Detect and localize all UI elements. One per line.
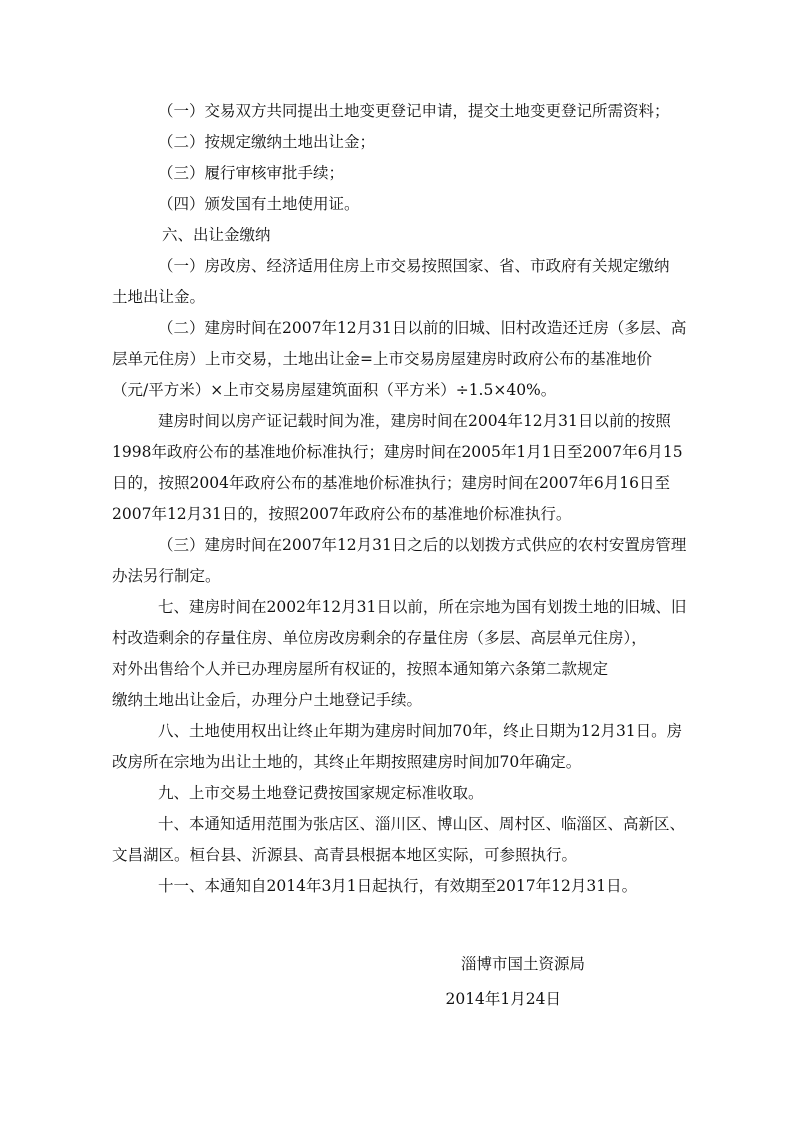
clause-line: 日的，按照2004年政府公布的基准地价标准执行；建房时间在2007年6月16日至 <box>112 474 670 492</box>
section-line: 七、建房时间在2002年12月31日以前，所在宗地为国有划拨土地的旧城、旧 <box>158 598 687 616</box>
clause-line: 对外出售给个人并已办理房屋所有权证的，按照本通知第六条第二款规定 <box>112 660 609 678</box>
section-heading: 六、出让金缴纳 <box>162 226 271 244</box>
clause-line: 村改造剩余的存量住房、单位房改房剩余的存量住房（多层、高层单元住房）， <box>112 629 647 647</box>
clause-line: （二）按规定缴纳土地出让金； <box>158 133 376 151</box>
section-line: 十、本通知适用范围为张店区、淄川区、博山区、周村区、临淄区、高新区、 <box>158 815 686 833</box>
clause-line: 文昌湖区。桓台县、沂源县、高青县根据本地区实际，可参照执行。 <box>112 846 578 864</box>
clause-line: 土地出让金。 <box>112 288 206 306</box>
clause-line: （一）交易双方共同提出土地变更登记申请，提交土地变更登记所需资料； <box>158 102 670 120</box>
section-line: 十一、本通知自2014年3月1日起执行，有效期至2017年12月31日。 <box>158 877 638 895</box>
clause-line: （三）建房时间在2007年12月31日之后的以划拨方式供应的农村安置房管理 <box>158 536 687 554</box>
issue-date: 2014年1月24日 <box>445 990 561 1008</box>
clause-line: 建房时间以房产证记载时间为准，建房时间在2004年12月31日以前的按照 <box>158 412 671 430</box>
clause-line: 缴纳土地出让金后，办理分户土地登记手续。 <box>112 691 423 709</box>
clause-line: 层单元住房）上市交易，土地出让金=上市交易房屋建房时政府公布的基准地价 <box>112 350 652 368</box>
document-body <box>112 96 687 902</box>
section-line: 八、土地使用权出让终止年期为建房时间加70年，终止日期为12月31日。房 <box>158 722 683 740</box>
clause-line: （二）建房时间在2007年12月31日以前的旧城、旧村改造还迁房（多层、高 <box>158 319 687 337</box>
section-line: 九、上市交易土地登记费按国家规定标准收取。 <box>158 784 484 802</box>
clause-line: （一）房改房、经济适用住房上市交易按照国家、省、市政府有关规定缴纳 <box>158 257 670 275</box>
issuing-organization: 淄博市国土资源局 <box>460 955 585 973</box>
clause-line: 办法另行制定。 <box>112 567 221 585</box>
clause-line: （元/平方米）×上市交易房屋建筑面积（平方米）÷1.5×40%。 <box>112 381 557 399</box>
clause-line: （三）履行审核审批手续； <box>158 164 345 182</box>
clause-line: 2007年12月31日的，按照2007年政府公布的基准地价标准执行。 <box>112 505 572 523</box>
clause-line: （四）颁发国有土地使用证。 <box>158 195 360 213</box>
clause-line: 1998年政府公布的基准地价标准执行；建房时间在2005年1月1日至2007年6月15 <box>112 443 683 461</box>
clause-line: 改房所在宗地为出让土地的，其终止年期按照建房时间加70年确定。 <box>112 753 582 771</box>
